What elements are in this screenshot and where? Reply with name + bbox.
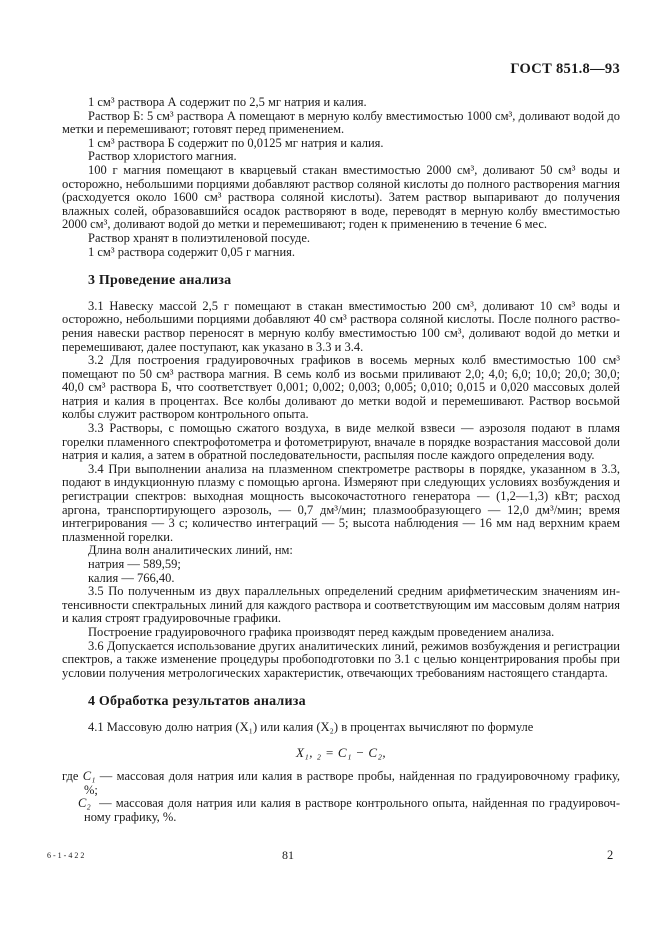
formula-definition-c1 — [62, 770, 620, 797]
document-body — [62, 96, 620, 825]
wavelength-sodium-line: натрия — 589,59; — [88, 557, 181, 571]
footer-sheet-number: 81 — [282, 848, 294, 862]
paragraph-3-1: 3.1 Навеску массой 2,5 г помещают в стакан вместимостью 200 см³, доливают 10 см³ воды и осторожно, небольшими порциями добавляют 40 см³ раствора соляной кислоты. После полного растворения навески раствор переносят в мерную колбу вместимостью 100 см³, доливают водой до метки и перемешивают, далее поступают, как указано в 3.3 и 3.4. — [62, 298, 620, 354]
section-4-heading: 4 Обработка результатов анализа — [88, 694, 306, 710]
paragraph-3-6: 3.6 Допускается использование других аналитических линий, режимов возбуждения и регистрации спектров, а также изменение процедуры пробоподготовки по 3.1 с целью концентрирования пробы при условии получения метрологических характеристик, отвечающих требованиям настоящего стандарта. — [62, 638, 620, 680]
paragraph: 1 см³ раствора содержит 0,05 г магния. — [88, 244, 296, 259]
paragraph-3-2: 3.2 Для построения градуировочных графиков в восемь мерных колб вместимостью 100 см³ помещают по 50 см³ раствора магния. В семь колб из восьми приливают 2,0; 4,0; 6,0; 10,0; 20,0; 30,0; 40,0 см³ раствора Б, что соответствует 0,001; 0,002; 0,003; 0,005; 0,010; 0,015 и 0,020 массовых долей натрия и калия в процентах. Все колбы доливают до метки водой и перемешивают. Раствор восьмой колбы служит раствором контрольного опыта. — [62, 353, 620, 422]
paragraph-graph-note: Построение градуировочного графика производят перед каждым проведением анализа. — [88, 624, 555, 639]
section-3-heading: 3 Проведение анализа — [88, 273, 232, 289]
wavelength-intro-line: Длина волн аналитических линий, нм: — [88, 543, 293, 558]
where-label: где — [62, 769, 79, 784]
paragraph: 1 см³ раствора А содержит по 2,5 мг натрия и калия. — [88, 95, 367, 109]
paragraph-3-5: 3.5 По полученным из двух параллельных определений средним арифметическим значениям интенсивности спектральных линий для каждого раствора и соответствующим им массовым долям натрия и калия строят градуировочные графики. — [62, 584, 620, 626]
paragraph: 100 г магния помещают в кварцевый стакан вместимостью 2000 см³, доливают 50 см³ воды и осторожно, небольшими порциями добавляют раствор соляной кислоты до полного растворения магния (расходуется около 1600 см³ раствора соляной кислоты). Затем раствор выпаривают до получения влажных солей, образовавшийся осадок растворяют в воде, переводят в мерную колбу вместимостью 2000 см³, доливают водой до метки и перемешивают; годен к применению в течение 6 мес. — [62, 162, 620, 232]
definition-text-c1: — массовая доля натрия или калия в растворе пробы, найденная по градуировочному графику, %; — [84, 769, 621, 797]
term-c2: C₂ — [78, 796, 91, 811]
footer-page-number: 2 — [607, 848, 614, 862]
definition-text-c2: — массовая доля натрия или калия в растворе контрольного опыта, найденная по градуировочному графику, %. — [84, 796, 620, 824]
formula: X₁, ₂ = C₁ − C₂, — [295, 744, 387, 760]
formula-definition-c2 — [62, 797, 620, 824]
footer-print-code: 6-1-422 — [47, 851, 87, 860]
paragraph: Раствор хлористого магния. — [88, 149, 237, 164]
term-c1: C₁ — [82, 769, 96, 784]
paragraph-3-4: 3.4 При выполнении анализа на плазменном спектрометре растворы в порядке, указанном в 3.3, подают в индукционную плазму с помощью аргона. Измеряют при следующих условиях возбуждения и регистрации спектров: выходная мощность высокочастотного генератора — (1,2—1,3) кВт; расход аргона, транспортирующего аэрозоль, — 0,7 дм³/мин; плазмообразующего — 12,0 дм³/мин; время интегрирования — 3 с; количество интеграций — 5; высота наблюдения — 16 мм над верхним краем плазменной горелки. — [62, 461, 620, 544]
paragraph-4-1: 4.1 Массовую долю натрия (X₁) или калия (X₂) в процентах вычисляют по формуле — [88, 719, 534, 734]
wavelength-potassium-line: калия — 766,40. — [88, 570, 175, 585]
standard-number: ГОСТ 851.8—93 — [510, 61, 620, 77]
paragraph: Раствор Б: 5 см³ раствора А помещают в мерную колбу вместимостью 1000 см³, доливают водой до метки и перемешивают; готовят перед применением. — [62, 108, 620, 137]
paragraph-3-3: 3.3 Растворы, с помощью сжатого воздуха, в виде мелкой взвеси — аэрозоля подают в пламя горелки пламенного спектрофотометра и фотометрируют, вначале в порядке возрастания массовой доли натрия и калия, а затем в обратной последовательности, распыляя после каждого определения воду. — [62, 421, 620, 463]
paragraph: Раствор хранят в полиэтиленовой посуде. — [88, 230, 311, 245]
paragraph: 1 см³ раствора Б содержит по 0,0125 мг натрия и калия. — [88, 135, 384, 150]
